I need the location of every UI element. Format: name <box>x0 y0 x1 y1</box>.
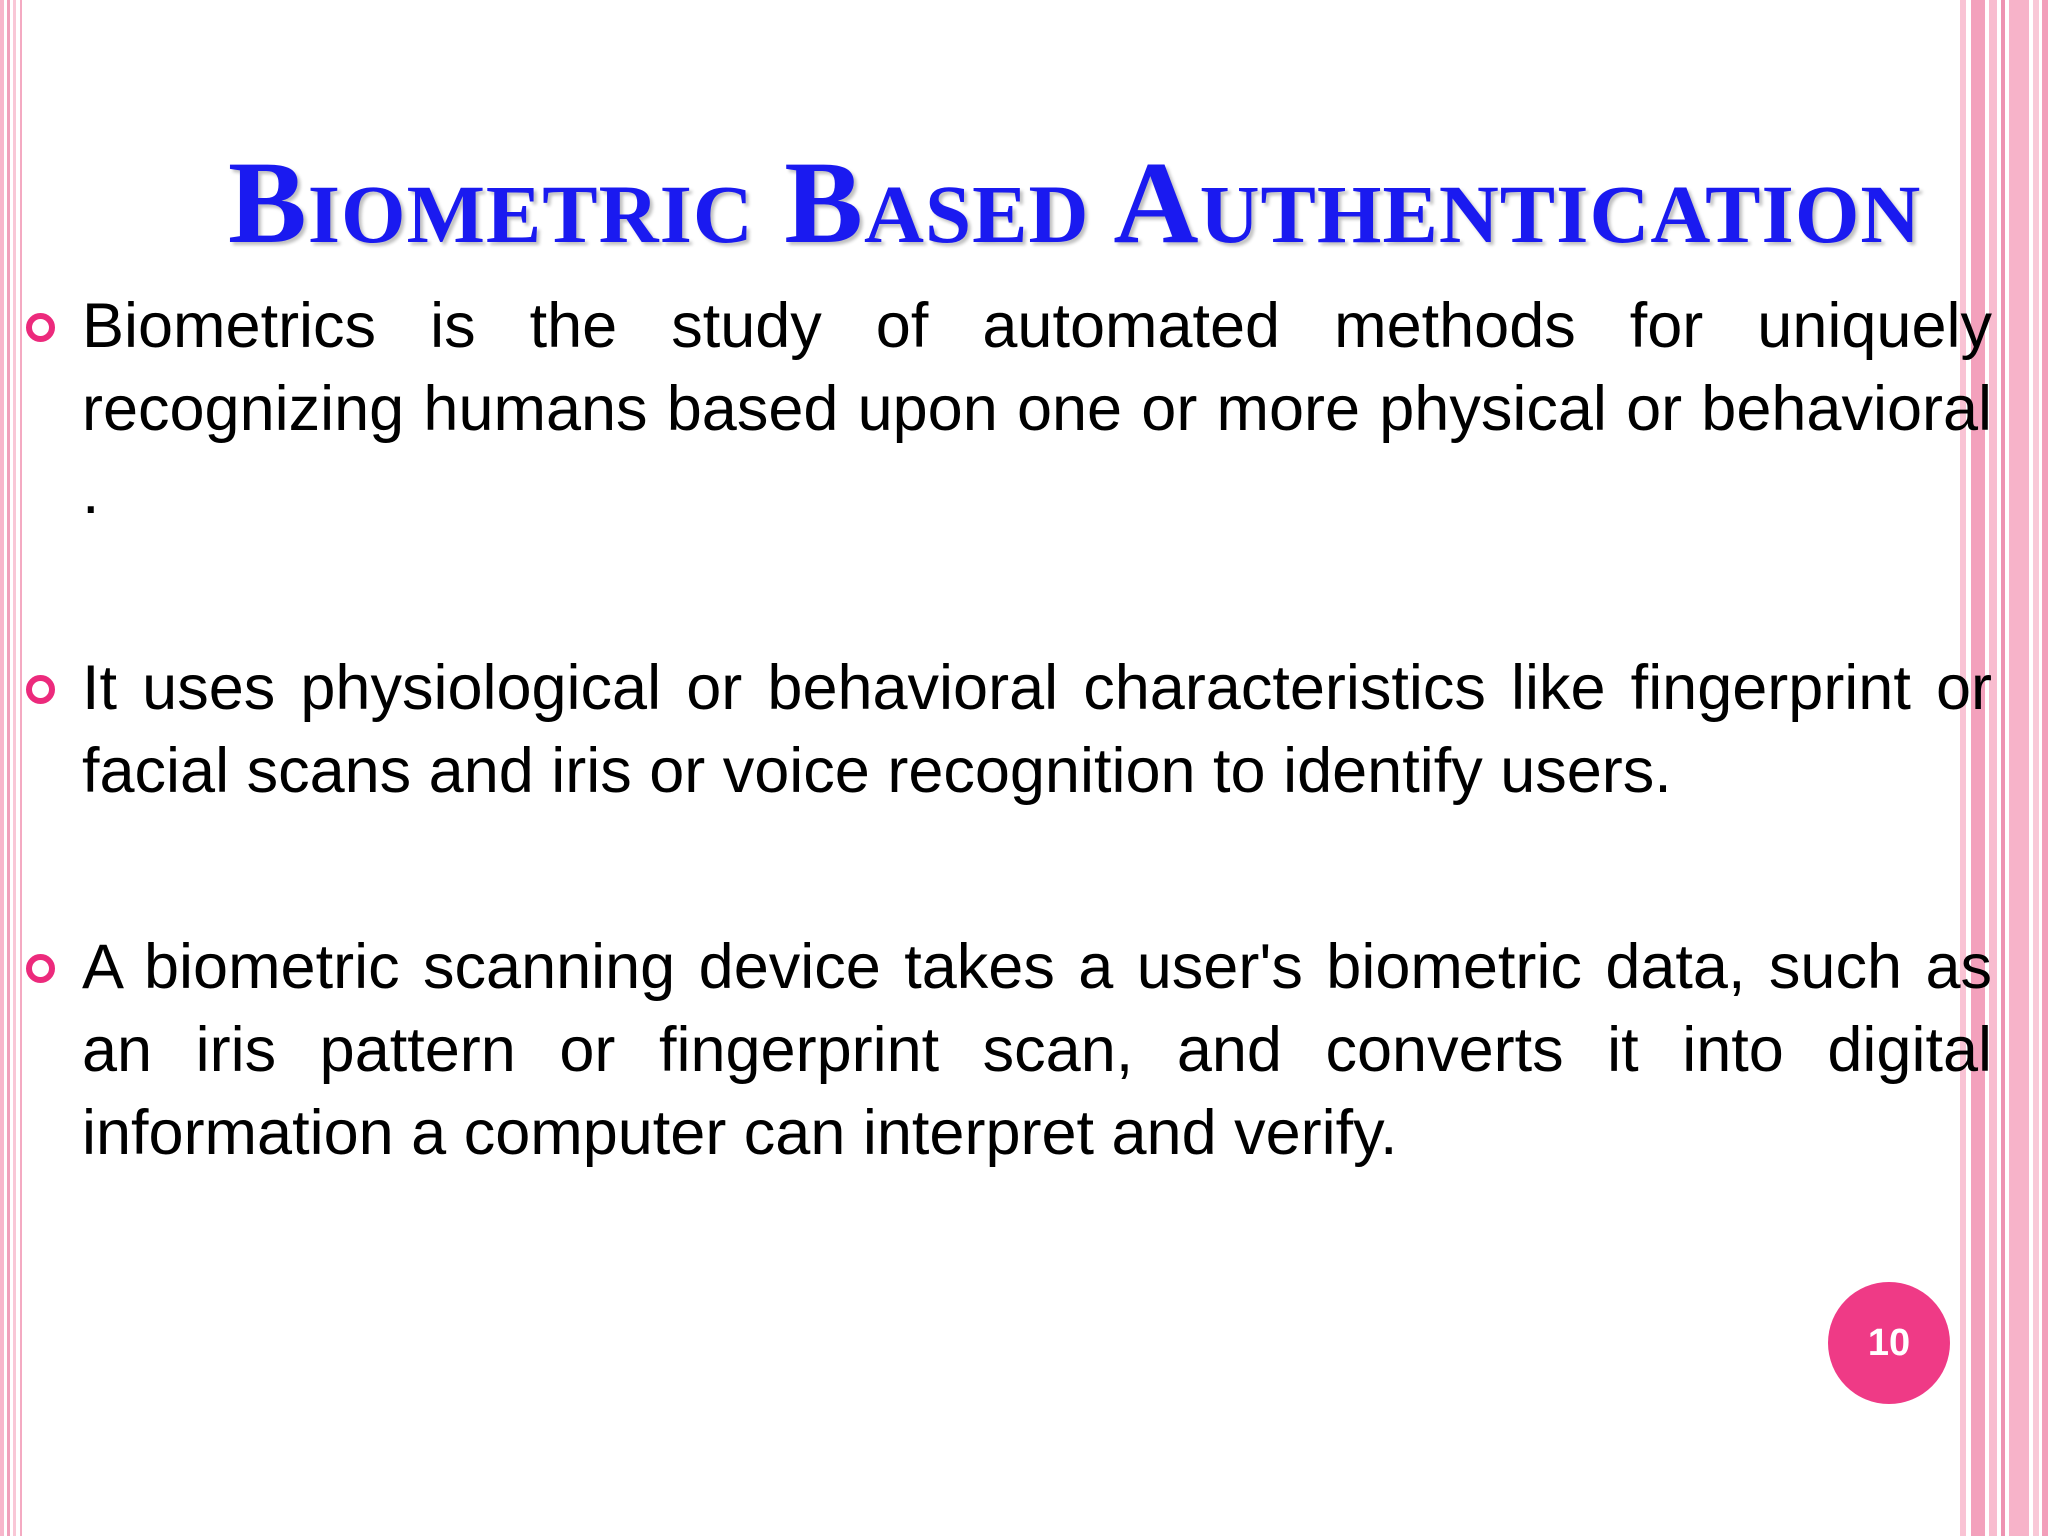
page-number-badge: 10 <box>1828 1282 1950 1404</box>
bullet-text: It uses physiological or behavioral characteristics like fingerprint or facial scans and iris or voice recognition to identify users. <box>82 653 1992 806</box>
slide-title: Biometric Based Authentication <box>228 137 1922 268</box>
bullet-list <box>82 285 1992 1288</box>
right-border-stripe <box>2033 0 2039 1536</box>
right-border-stripe <box>2042 0 2048 1536</box>
bullet-text: Biometrics is the study of automated methods for uniquely recognizing humans based upon one or more physical or behavioral . <box>82 291 1992 527</box>
hollow-circle-bullet-icon <box>26 313 55 342</box>
left-border-stripe <box>7 0 10 1536</box>
hollow-circle-bullet-icon <box>26 954 55 983</box>
left-border-stripe <box>20 0 22 1536</box>
bullet-item <box>82 647 1992 813</box>
left-border-stripe <box>13 0 16 1536</box>
left-border-stripe <box>0 0 4 1536</box>
bullet-item <box>82 285 1992 534</box>
bullet-item <box>82 926 1992 1175</box>
hollow-circle-bullet-icon <box>26 675 55 704</box>
bullet-text: A biometric scanning device takes a user's biometric data, such as an iris pattern or fingerprint scan, and converts it into digital information a computer can interpret and verify. <box>82 932 1992 1168</box>
